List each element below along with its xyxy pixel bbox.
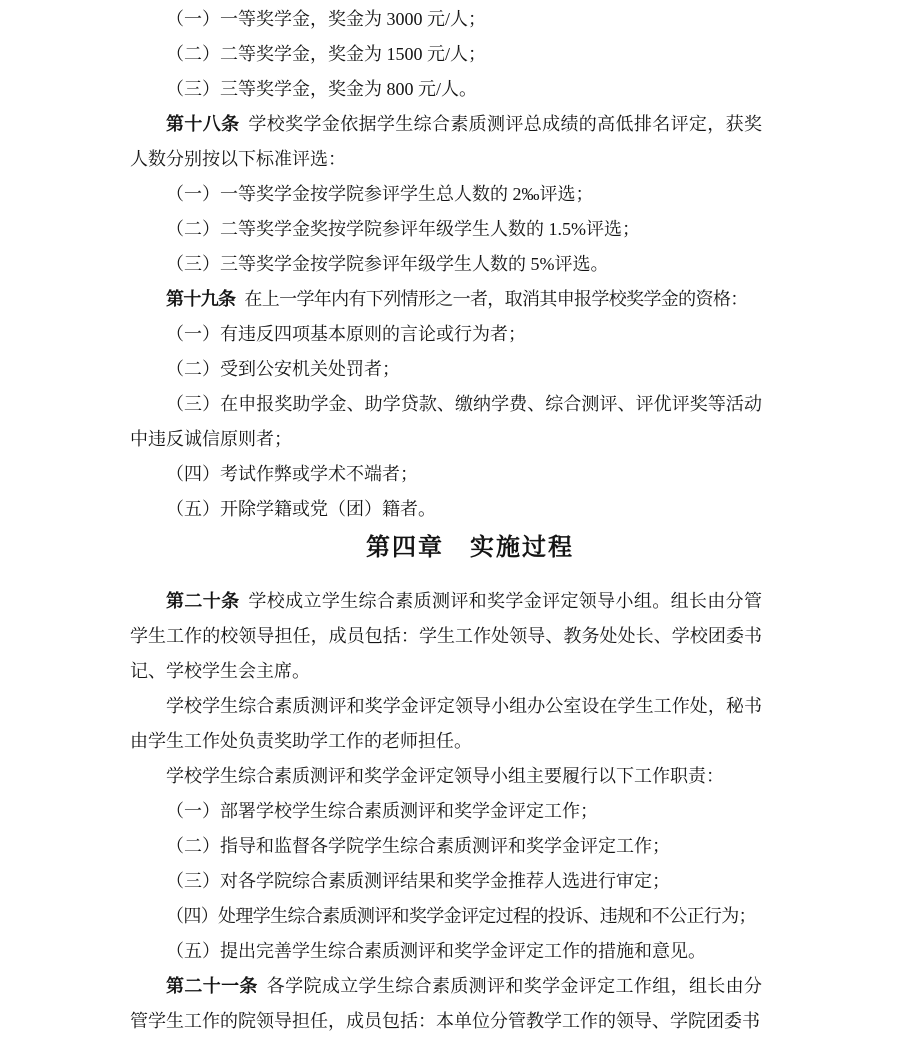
article-text: 各学院成立学生综合素质测评和奖学金评定工作组，组长由分管学生工作的院领导担任，成员包括：本单位分管教学工作的领导、学院团委书 [130, 976, 763, 1031]
clause-text: （二）二等奖学金，奖金为 1500 元/人； [166, 44, 486, 64]
clause-text: （三）三等奖学金，奖金为 800 元/人。 [166, 79, 477, 99]
article-number: 第十八条 [166, 114, 240, 134]
para-office-location [130, 689, 762, 759]
clause-text: （四）处理学生综合素质测评和奖学金评定过程的投诉、违规和不公正行为； [166, 906, 756, 926]
article-20 [130, 584, 762, 689]
clause-disqualify-5 [130, 492, 762, 527]
para-duties-intro [130, 759, 762, 794]
clause-disqualify-4 [130, 457, 762, 492]
clause-disqualify-1 [130, 317, 762, 352]
article-text: 在上一学年内有下列情形之一者，取消其申报学校奖学金的资格： [244, 289, 748, 309]
clause-text: （一）一等奖学金，奖金为 3000 元/人； [166, 9, 486, 29]
clause-second-class-amount [130, 37, 762, 72]
paragraph-text: 学校学生综合素质测评和奖学金评定领导小组办公室设在学生工作处，秘书由学生工作处负责奖助学工作的老师担任。 [130, 696, 762, 751]
clause-third-class-ratio [130, 247, 762, 282]
article-number: 第二十一条 [166, 976, 258, 996]
article-text: 学校成立学生综合素质测评和奖学金评定领导小组。组长由分管学生工作的校领导担任，成员包括：学生工作处领导、教务处处长、学校团委书记、学校学生会主席。 [130, 591, 762, 681]
clause-third-class-amount [130, 72, 762, 107]
clause-text: （三）对各学院综合素质测评结果和奖学金推荐人选进行审定； [166, 871, 670, 891]
clause-text: （三）在申报奖助学金、助学贷款、缴纳学费、综合测评、评优评奖等活动中违反诚信原则者； [130, 394, 762, 449]
article-number: 第二十条 [166, 591, 240, 611]
clause-text: （二）二等奖学金奖按学院参评年级学生人数的 1.5%评选； [166, 219, 640, 239]
clause-text: （二）指导和监督各学院学生综合素质测评和奖学金评定工作； [166, 836, 670, 856]
clause-text: （三）三等奖学金按学院参评年级学生人数的 5%评选。 [166, 254, 609, 274]
clause-duty-2 [130, 829, 762, 864]
clause-duty-3 [130, 864, 762, 899]
article-21 [130, 969, 762, 1039]
clause-text: （一）有违反四项基本原则的言论或行为者； [166, 324, 526, 344]
article-19 [130, 282, 762, 317]
article-text: 学校奖学金依据学生综合素质测评总成绩的高低排名评定，获奖人数分别按以下标准评选： [130, 114, 762, 169]
article-number: 第十九条 [166, 289, 236, 309]
clause-first-class-ratio [130, 177, 762, 212]
clause-duty-5 [130, 934, 762, 969]
clause-text: （五）开除学籍或党（团）籍者。 [166, 499, 436, 519]
clause-second-class-ratio [130, 212, 762, 247]
clause-text: （四）考试作弊或学术不端者； [166, 464, 418, 484]
document-text-column [130, 0, 762, 1039]
clause-text: （二）受到公安机关处罚者； [166, 359, 400, 379]
clause-first-class-amount [130, 2, 762, 37]
clause-duty-4 [130, 899, 762, 934]
clause-text: （一）一等奖学金按学院参评学生总人数的 2‰评选； [166, 184, 594, 204]
clause-text: （一）部署学校学生综合素质测评和奖学金评定工作； [166, 801, 598, 821]
paragraph-text: 学校学生综合素质测评和奖学金评定领导小组主要履行以下工作职责： [166, 766, 724, 786]
article-18 [130, 107, 762, 177]
clause-disqualify-2 [130, 352, 762, 387]
clause-text: （五）提出完善学生综合素质测评和奖学金评定工作的措施和意见。 [166, 941, 706, 961]
chapter-4-heading: 第四章 实施过程 [366, 535, 574, 561]
clause-disqualify-3 [130, 387, 762, 457]
clause-duty-1 [130, 794, 762, 829]
